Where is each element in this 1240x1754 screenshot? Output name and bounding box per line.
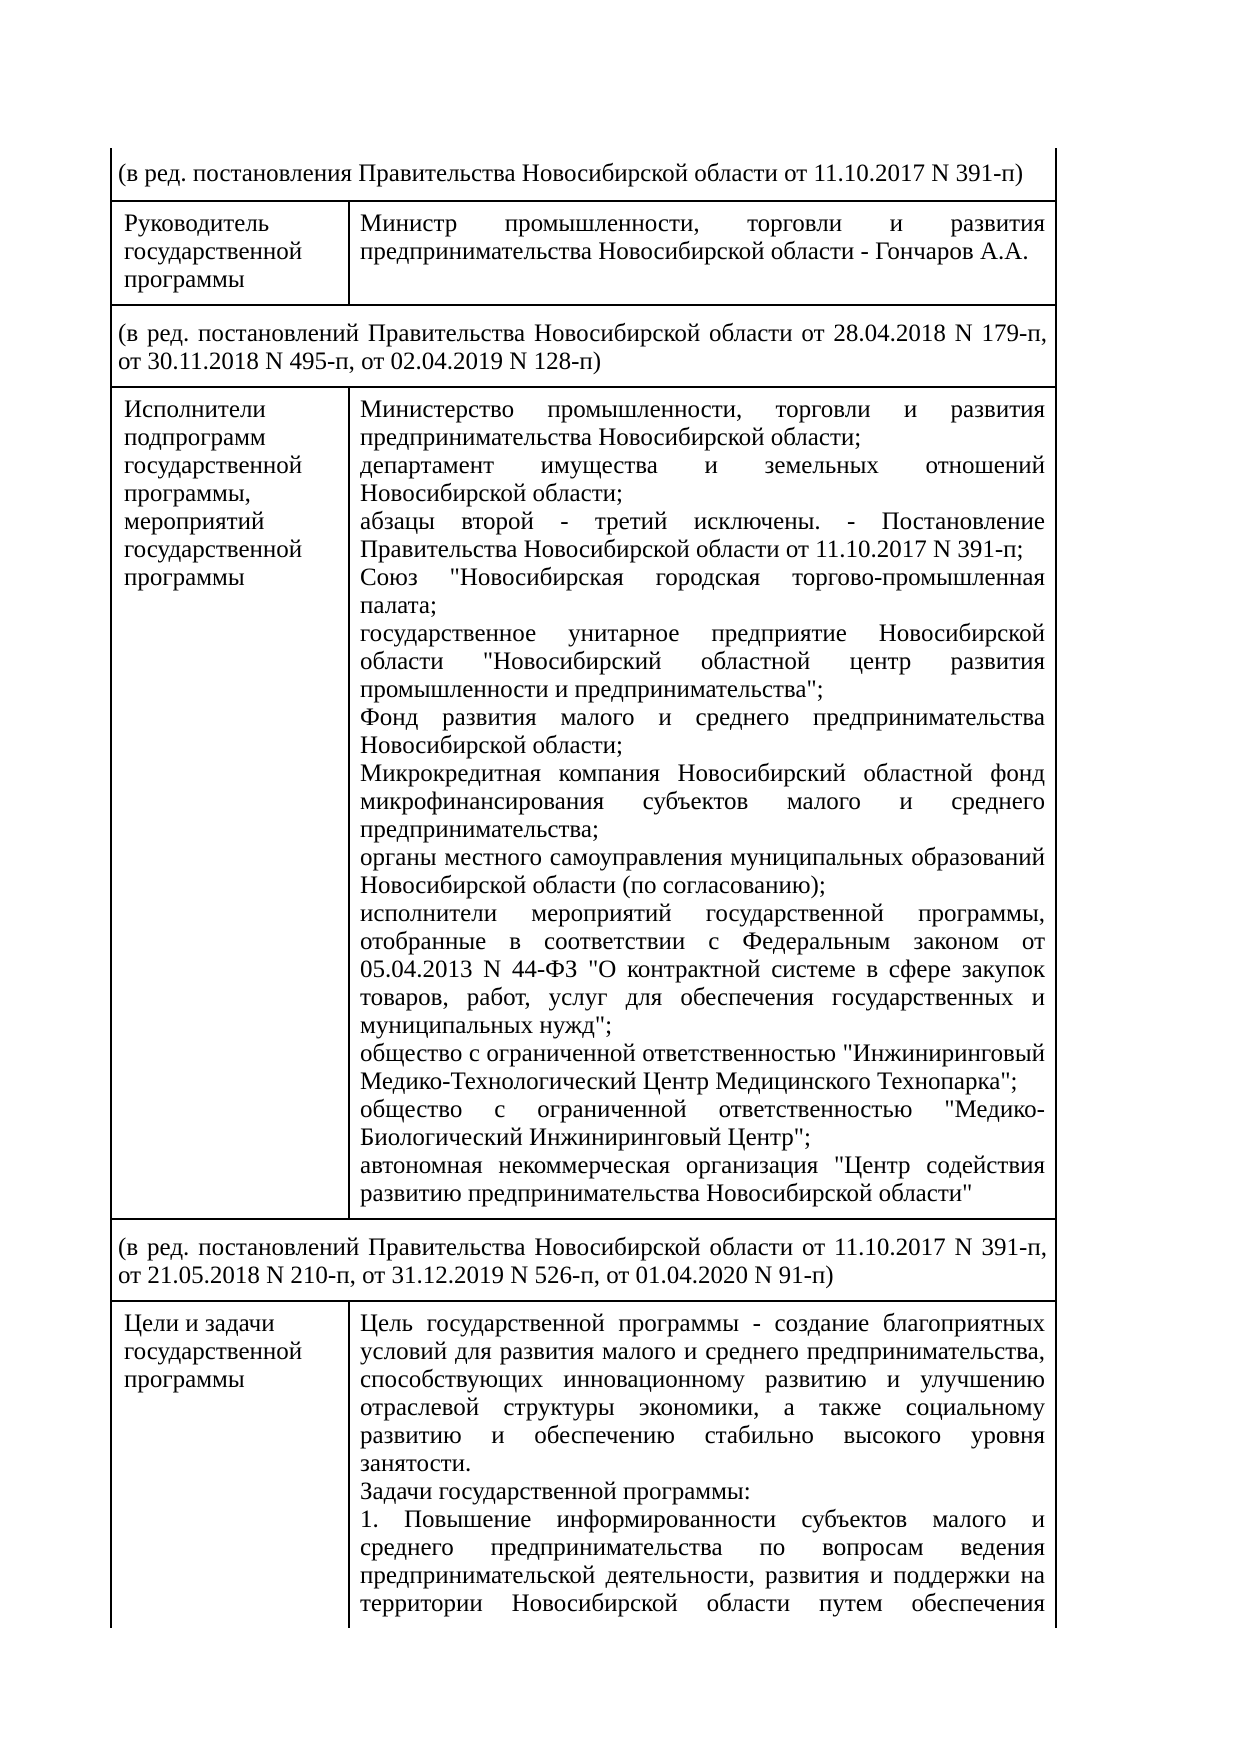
amendment-note-3: (в ред. постановлений Правительства Новосибирской области от 11.10.2017 N 391-п, от 21.05.2018 N 210-п, от 31.12.2019 N 526-п, от 01.04.2020 N 91-п) [112,1218,1055,1300]
paragraph: общество с ограниченной ответственностью "Медико-Биологический Инжиниринговый Центр"; [360,1096,1045,1151]
row-program-executors [112,386,1055,1218]
paragraph: департамент имущества и земельных отношений Новосибирской области; [360,452,1045,507]
row-program-leader [112,200,1055,304]
paragraph: общество с ограниченной ответственностью "Инжиниринговый Медико-Технологический Центр Медицинского Технопарка"; [360,1040,1045,1095]
row-value [350,1302,1055,1628]
row-value [350,202,1055,304]
program-passport-table [110,148,1057,1628]
paragraph: автономная некоммерческая организация "Центр содействия развитию предпринимательства Новосибирской области" [360,1152,1045,1207]
paragraph: органы местного самоуправления муниципальных образований Новосибирской области (по согласованию); [360,844,1045,899]
row-label: Исполнители подпрограмм государственной программы, мероприятий государственной программы [112,388,350,1218]
paragraph: 1. Повышение информированности субъектов малого и среднего предпринимательства по вопросам ведения предпринимательской деятельности, развития и поддержки на территории Новосибирской области путем обеспечения [360,1506,1045,1617]
paragraph: государственное унитарное предприятие Новосибирской области "Новосибирский областной центр развития промышленности и предпринимательства"; [360,620,1045,703]
paragraph: Министр промышленности, торговли и развития предпринимательства Новосибирской области - Гончаров А.А. [360,210,1045,265]
row-label: Цели и задачи государственной программы [112,1302,350,1628]
paragraph: Микрокредитная компания Новосибирский областной фонд микрофинансирования субъектов малого и среднего предпринимательства; [360,760,1045,843]
paragraph: Фонд развития малого и среднего предпринимательства Новосибирской области; [360,704,1045,759]
amendment-note-1: (в ред. постановления Правительства Новосибирской области от 11.10.2017 N 391-п) [118,160,1024,187]
row-label: Руководитель государственной программы [112,202,350,304]
paragraph: Союз "Новосибирская городская торгово-промышленная палата; [360,564,1045,619]
paragraph: Цель государственной программы - создание благоприятных условий для развития малого и среднего предпринимательства, способствующих инновационному развитию и улучшению отраслевой структуры экономики, а также социальному развитию и обеспечению стабильно высокого уровня занятости. [360,1310,1045,1477]
paragraph: Задачи государственной программы: [360,1478,751,1505]
amendment-note-2: (в ред. постановлений Правительства Новосибирской области от 28.04.2018 N 179-п, от 30.11.2018 N 495-п, от 02.04.2019 N 128-п) [112,304,1055,386]
paragraph: абзацы второй - третий исключены. - Постановление Правительства Новосибирской области от 11.10.2017 N 391-п; [360,508,1045,563]
paragraph: Министерство промышленности, торговли и развития предпринимательства Новосибирской области; [360,396,1045,451]
row-value [350,388,1055,1218]
row-program-goals [112,1300,1055,1628]
paragraph: исполнители мероприятий государственной программы, отобранные в соответствии с Федеральным законом от 05.04.2013 N 44-ФЗ "О контрактной системе в сфере закупок товаров, работ, услуг для обеспечения государственных и муниципальных нужд"; [360,900,1045,1039]
